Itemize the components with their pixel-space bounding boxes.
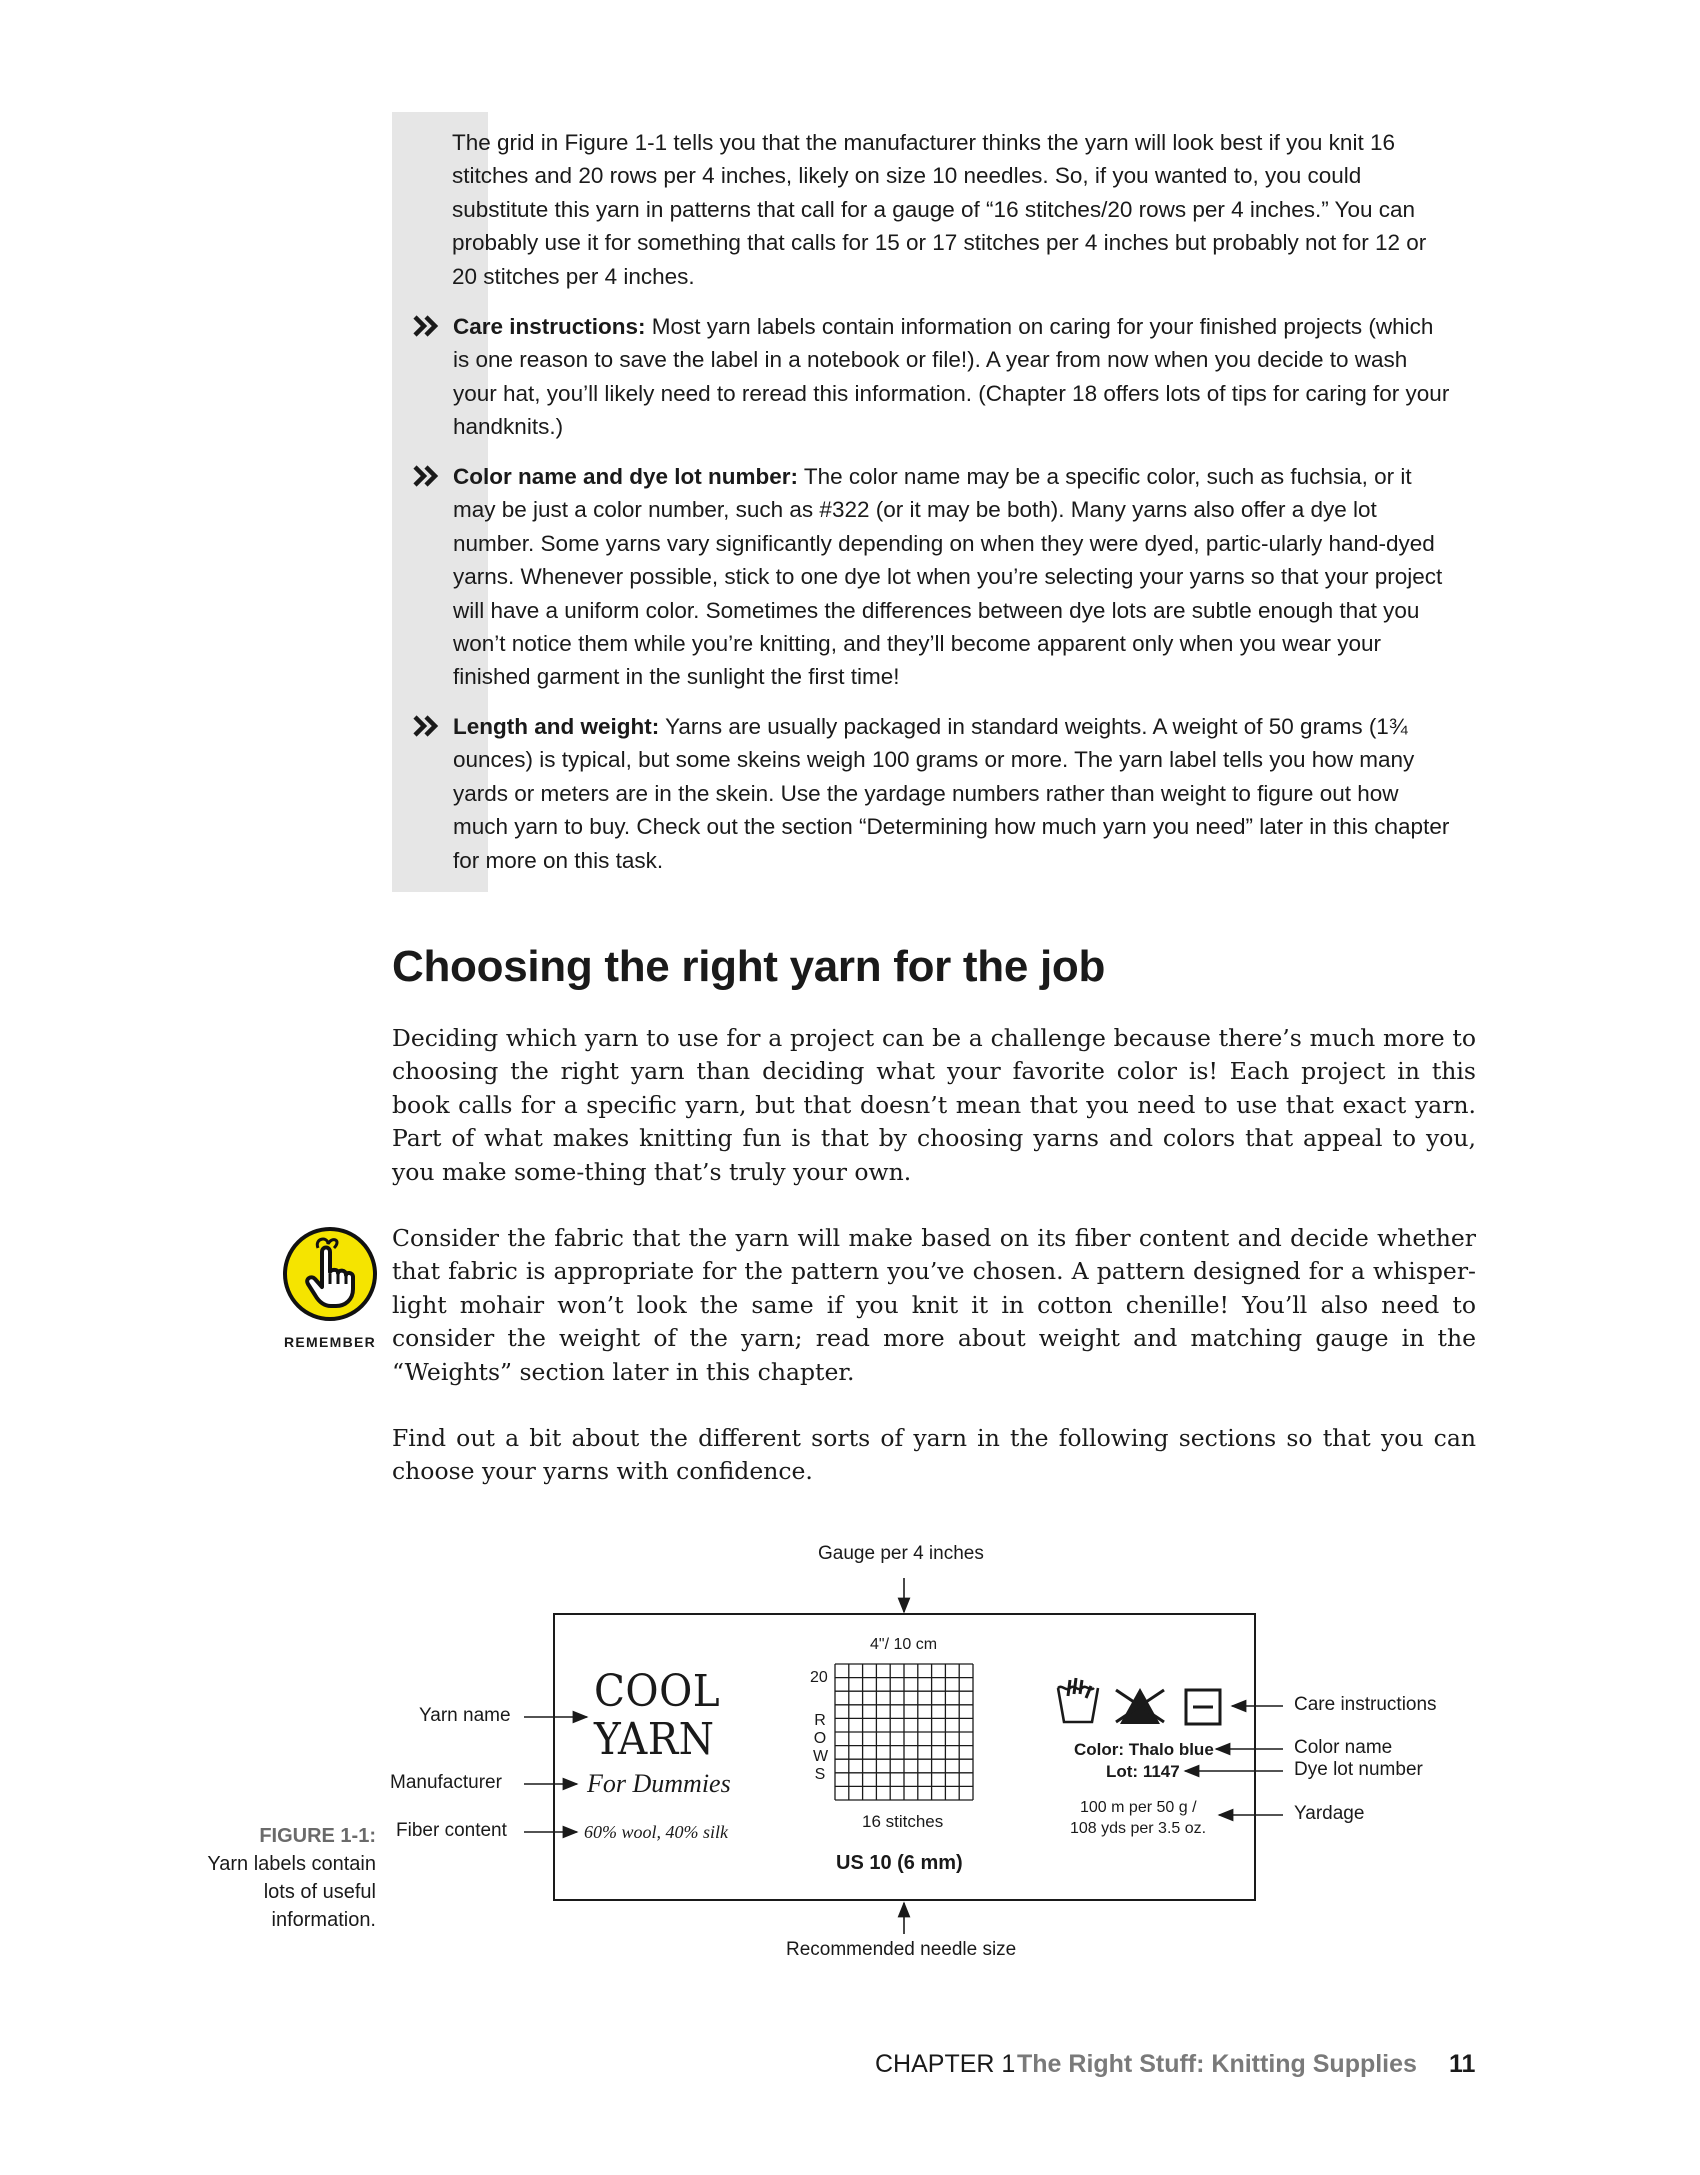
label-color: Color: Thalo blue <box>1074 1740 1214 1759</box>
bullet-text: The color name may be a specific color, such as fuchsia, or it may be just a color number, such as #322 (or it may be both). Many yarns also offer a dye lot number. Some yarns vary significantly depending on when they were dyed, partic-ularly hand-dyed yarns. Whenever possible, stick to one dye lot when you’re selecting your yarns so that your project will have a uniform color. Sometimes the differences between dye lots are subtle enough that you won’t notice them while you’re knitting, and they’ll become apparent only when you wear your finished garment in the sunlight the first time! <box>453 464 1443 690</box>
label-needle: US 10 (6 mm) <box>836 1852 963 1874</box>
dry-flat-icon <box>1186 1690 1220 1724</box>
callout-needle: Recommended needle size <box>786 1939 1017 1960</box>
footer-page-number: 11 <box>1449 2050 1476 2078</box>
label-brand-line1: COOL <box>594 1666 721 1717</box>
figure-caption-label: FIGURE 1-1: <box>259 1825 376 1847</box>
callout-manufacturer: Manufacturer <box>390 1772 502 1793</box>
remember-label: REMEMBER <box>283 1334 377 1350</box>
remember-paragraph: Consider the fabric that the yarn will make based on its fiber content and decide whether that fabric is appropriate for the pattern you’ve chosen. A pattern designed for a whisper-light mohair won’t look the same if you knit it in cotton chenille! You’ll also need to consider the weight of the yarn; read more about weight and matching gauge in the “Weights” section later in this chapter. <box>392 1224 1476 1386</box>
bullet-text: Yarns are usually packaged in standard weights. A weight of 50 grams (1¾ ounces) is typical, but some skeins weigh 100 grams or more. The yarn label tells you how many yards or meters are in the skein. Use the yardage numbers rather than weight to figure out how much yarn to buy. Check out the section “Determining how much yarn you need” later in this chapter for more on this task. <box>453 714 1450 873</box>
label-fiber: 60% wool, 40% silk <box>584 1822 728 1842</box>
callout-gauge: Gauge per 4 inches <box>818 1543 984 1564</box>
label-rows-word <box>813 1712 827 1784</box>
rows-letter: R <box>814 1712 826 1729</box>
label-brand <box>594 1668 720 1764</box>
footer-chapter: CHAPTER 1 <box>875 2050 1016 2078</box>
label-manufacturer: For Dummies <box>587 1769 731 1798</box>
label-yardage-2: 108 yds per 3.5 oz. <box>1070 1820 1207 1837</box>
callout-yardage: Yardage <box>1294 1803 1365 1824</box>
footer-title: The Right Stuff: Knitting Supplies <box>1017 2050 1417 2078</box>
no-bleach-icon <box>1116 1688 1164 1724</box>
bullet-text: Most yarn labels contain information on caring for your finished projects (which is one reason to save the label in a notebook or file!). A year from now when you decide to wash your hat, you’ll likely need to reread this information. (Chapter 18 offers lots of tips for caring for your handknits.) <box>453 314 1450 440</box>
callout-color-name: Color name <box>1294 1737 1393 1758</box>
bullet-title: Color name and dye lot number: <box>453 464 799 489</box>
label-yardage-1: 100 m per 50 g / <box>1080 1799 1197 1816</box>
rows-letter: W <box>813 1748 829 1765</box>
body-paragraph-2: Find out a bit about the different sorts of yarn in the following sections so that you can choose your yarns with confidence. <box>392 1424 1476 1486</box>
gauge-grid <box>835 1664 973 1800</box>
rows-letter: S <box>814 1766 826 1783</box>
callout-care: Care instructions <box>1294 1694 1437 1715</box>
label-stitches: 16 stitches <box>862 1812 944 1831</box>
rows-letter: O <box>813 1730 827 1747</box>
label-gauge-width: 4"/ 10 cm <box>870 1636 938 1653</box>
callout-fiber-content: Fiber content <box>396 1820 507 1841</box>
label-brand-line2: YARN <box>594 1714 715 1765</box>
bullet-title: Length and weight: <box>453 714 660 739</box>
callout-dye-lot: Dye lot number <box>1294 1759 1423 1780</box>
figure-caption-text: Yarn labels contain lots of useful information. <box>207 1853 376 1931</box>
label-rows-count: 20 <box>810 1669 828 1686</box>
bullet-title: Care instructions: <box>453 314 646 339</box>
body-paragraph-1: Deciding which yarn to use for a project can be a challenge because there’s much more to choosing the right yarn than deciding what your favorite color is! Each project in this book calls for a specific yarn, but that doesn’t mean that you need to use that exact yarn. Part of what makes knitting fun is that by choosing yarns and colors that appeal to you, you make some-thing that’s truly your own. <box>392 1024 1476 1186</box>
callout-yarn-name: Yarn name <box>419 1705 511 1726</box>
section-heading: Choosing the right yarn for the job <box>392 942 1106 991</box>
intro-paragraph: The grid in Figure 1-1 tells you that the manufacturer thinks the yarn will look best if you knit 16 stitches and 20 rows per 4 inches, likely on size 10 needles. So, if you wanted to, you could substitute this yarn in patterns that call for a gauge of “16 stitches/20 rows per 4 inches.” You can probably use it for something that calls for 15 or 17 stitches per 4 inches but probably not for 12 or 20 stitches per 4 inches. <box>452 130 1427 289</box>
label-lot: Lot: 1147 <box>1106 1762 1180 1781</box>
hand-wash-icon <box>1058 1678 1098 1722</box>
